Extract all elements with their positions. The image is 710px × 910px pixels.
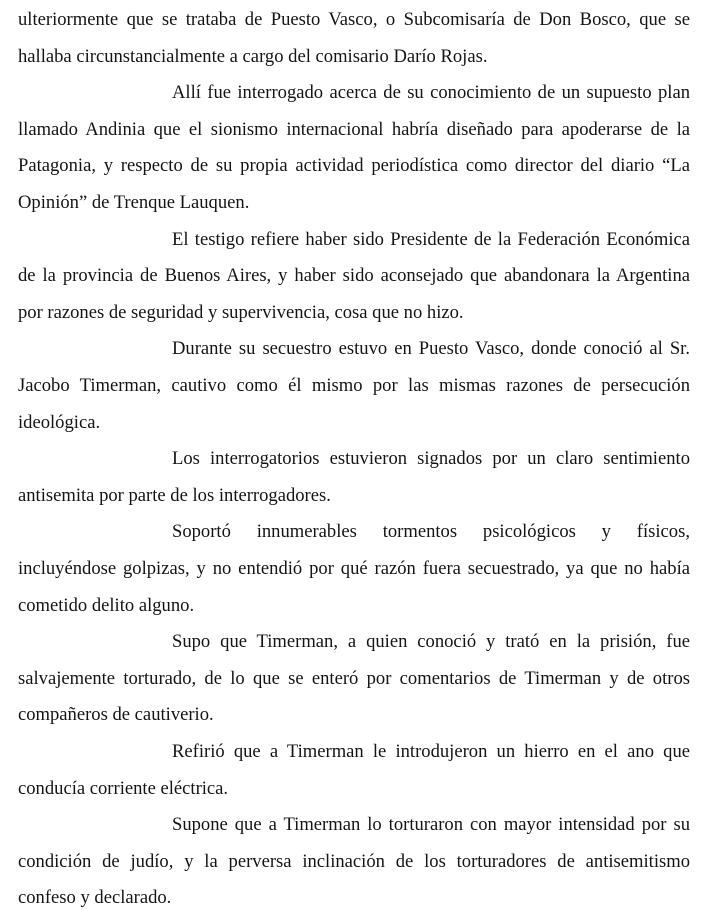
paragraph-first-line: Soportó innumerables tormentos psicológicos y físicos,	[172, 521, 690, 543]
text-line: por razones de seguridad y supervivencia, cosa que no hizo.	[18, 301, 464, 323]
text-line: conducía corriente eléctrica.	[18, 777, 229, 799]
text-line: Jacobo Timerman, cautivo como él mismo por las mismas razones de persecución	[18, 375, 690, 396]
text-line: ulteriormente que se trataba de Puesto Vasco, o Subcomisaría de Don Bosco, que se	[18, 9, 690, 30]
text-line: Opinión” de Trenque Lauquen.	[18, 192, 250, 213]
paragraph-first-line: Allí fue interrogado acerca de su conocimiento de un supuesto plan	[172, 82, 690, 104]
text-line: ideológica.	[18, 411, 101, 433]
paragraph-first-line: Los interrogatorios estuvieron signados por un claro sentimiento	[172, 448, 690, 470]
text-line: compañeros de cautiverio.	[18, 704, 214, 726]
text-line: hallaba circunstancialmente a cargo del comisario Darío Rojas.	[18, 45, 488, 67]
text-line: incluyéndose golpizas, y no entendió por qué razón fuera secuestrado, ya que no había	[18, 558, 690, 579]
paragraph-first-line: Supo que Timerman, a quien conoció y trató en la prisión, fue	[172, 631, 690, 653]
text-line: confeso y declarado.	[18, 887, 172, 909]
text-line: Patagonia, y respecto de su propia actividad periodística como director del diario “La	[18, 155, 690, 177]
paragraph-first-line: Durante su secuestro estuvo en Puesto Vasco, donde conoció al Sr.	[172, 338, 690, 360]
text-line: condición de judío, y la perversa inclinación de los torturadores de antisemitismo	[18, 850, 690, 872]
text-line: de la provincia de Buenos Aires, y haber sido aconsejado que abandonara la Argentina	[18, 265, 690, 287]
text-line: salvajemente torturado, de lo que se enteró por comentarios de Timerman y de otros	[18, 667, 690, 689]
text-line: llamado Andinia que el sionismo internacional habría diseñado para apoderarse de la	[18, 118, 690, 140]
paragraph-first-line: El testigo refiere haber sido Presidente de la Federación Económica	[172, 228, 690, 250]
text-line: antisemita por parte de los interrogadores.	[18, 484, 331, 506]
paragraph-first-line: Refirió que a Timerman le introdujeron un hierro en el ano que	[172, 741, 690, 762]
paragraph-first-line: Supone que a Timerman lo torturaron con mayor intensidad por su	[172, 814, 690, 836]
text-line: cometido delito alguno.	[18, 594, 195, 616]
